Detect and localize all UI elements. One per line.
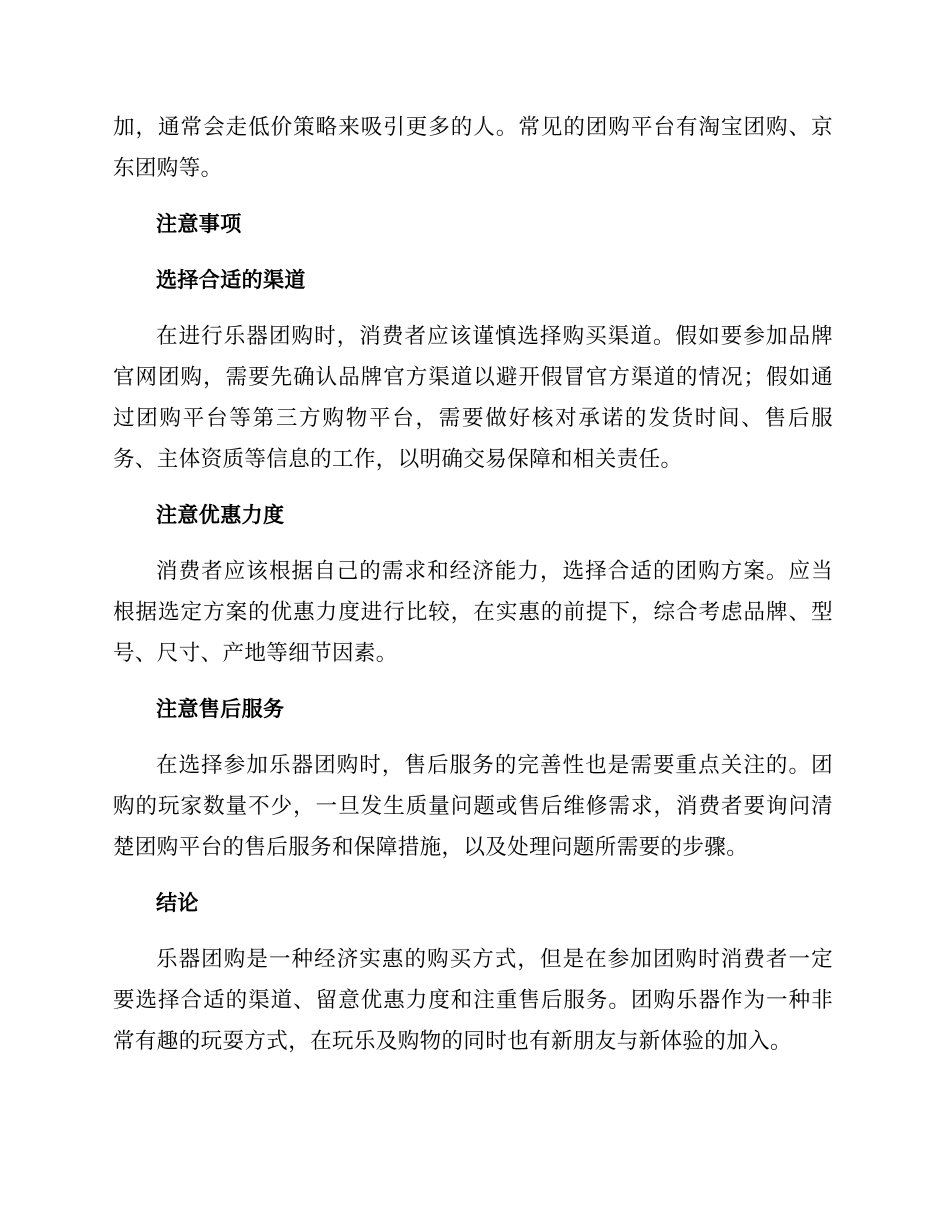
heading-discount: 注意优惠力度 <box>156 503 285 527</box>
paragraph-discount: 消费者应该根据自己的需求和经济能力，选择合适的团购方案。应当根据选定方案的优惠力度进行比较，在实惠的前提下，综合考虑品牌、型号、尺寸、产地等细节因素。 <box>113 559 833 666</box>
heading-notes: 注意事项 <box>156 212 242 236</box>
heading-choose-channel: 选择合适的渠道 <box>156 268 306 292</box>
paragraph-intro-continuation: 加，通常会走低价策略来吸引更多的人。常见的团购平台有淘宝团购、京东团购等。 <box>113 115 833 181</box>
paragraph-choose-channel: 在进行乐器团购时，消费者应该谨慎选择购买渠道。假如要参加品牌官网团购，需要先确认品牌官方渠道以避开假冒官方渠道的情况；假如通过团购平台等第三方购物平台，需要做好核对承诺的发货时间、售后服务、主体资质等信息的工作，以明确交易保障和相关责任。 <box>113 324 833 472</box>
heading-conclusion: 结论 <box>156 891 199 915</box>
paragraph-conclusion: 乐器团购是一种经济实惠的购买方式，但是在参加团购时消费者一定要选择合适的渠道、留意优惠力度和注重售后服务。团购乐器作为一种非常有趣的玩耍方式，在玩乐及购物的同时也有新朋友与新体验的加入。 <box>113 947 833 1054</box>
paragraph-after-sales: 在选择参加乐器团购时，售后服务的完善性也是需要重点关注的。团购的玩家数量不少，一旦发生质量问题或售后维修需求，消费者要询问清楚团购平台的售后服务和保障措施，以及处理问题所需要的步骤。 <box>113 753 833 860</box>
document-body <box>113 107 833 1077</box>
heading-after-sales: 注意售后服务 <box>156 697 285 721</box>
